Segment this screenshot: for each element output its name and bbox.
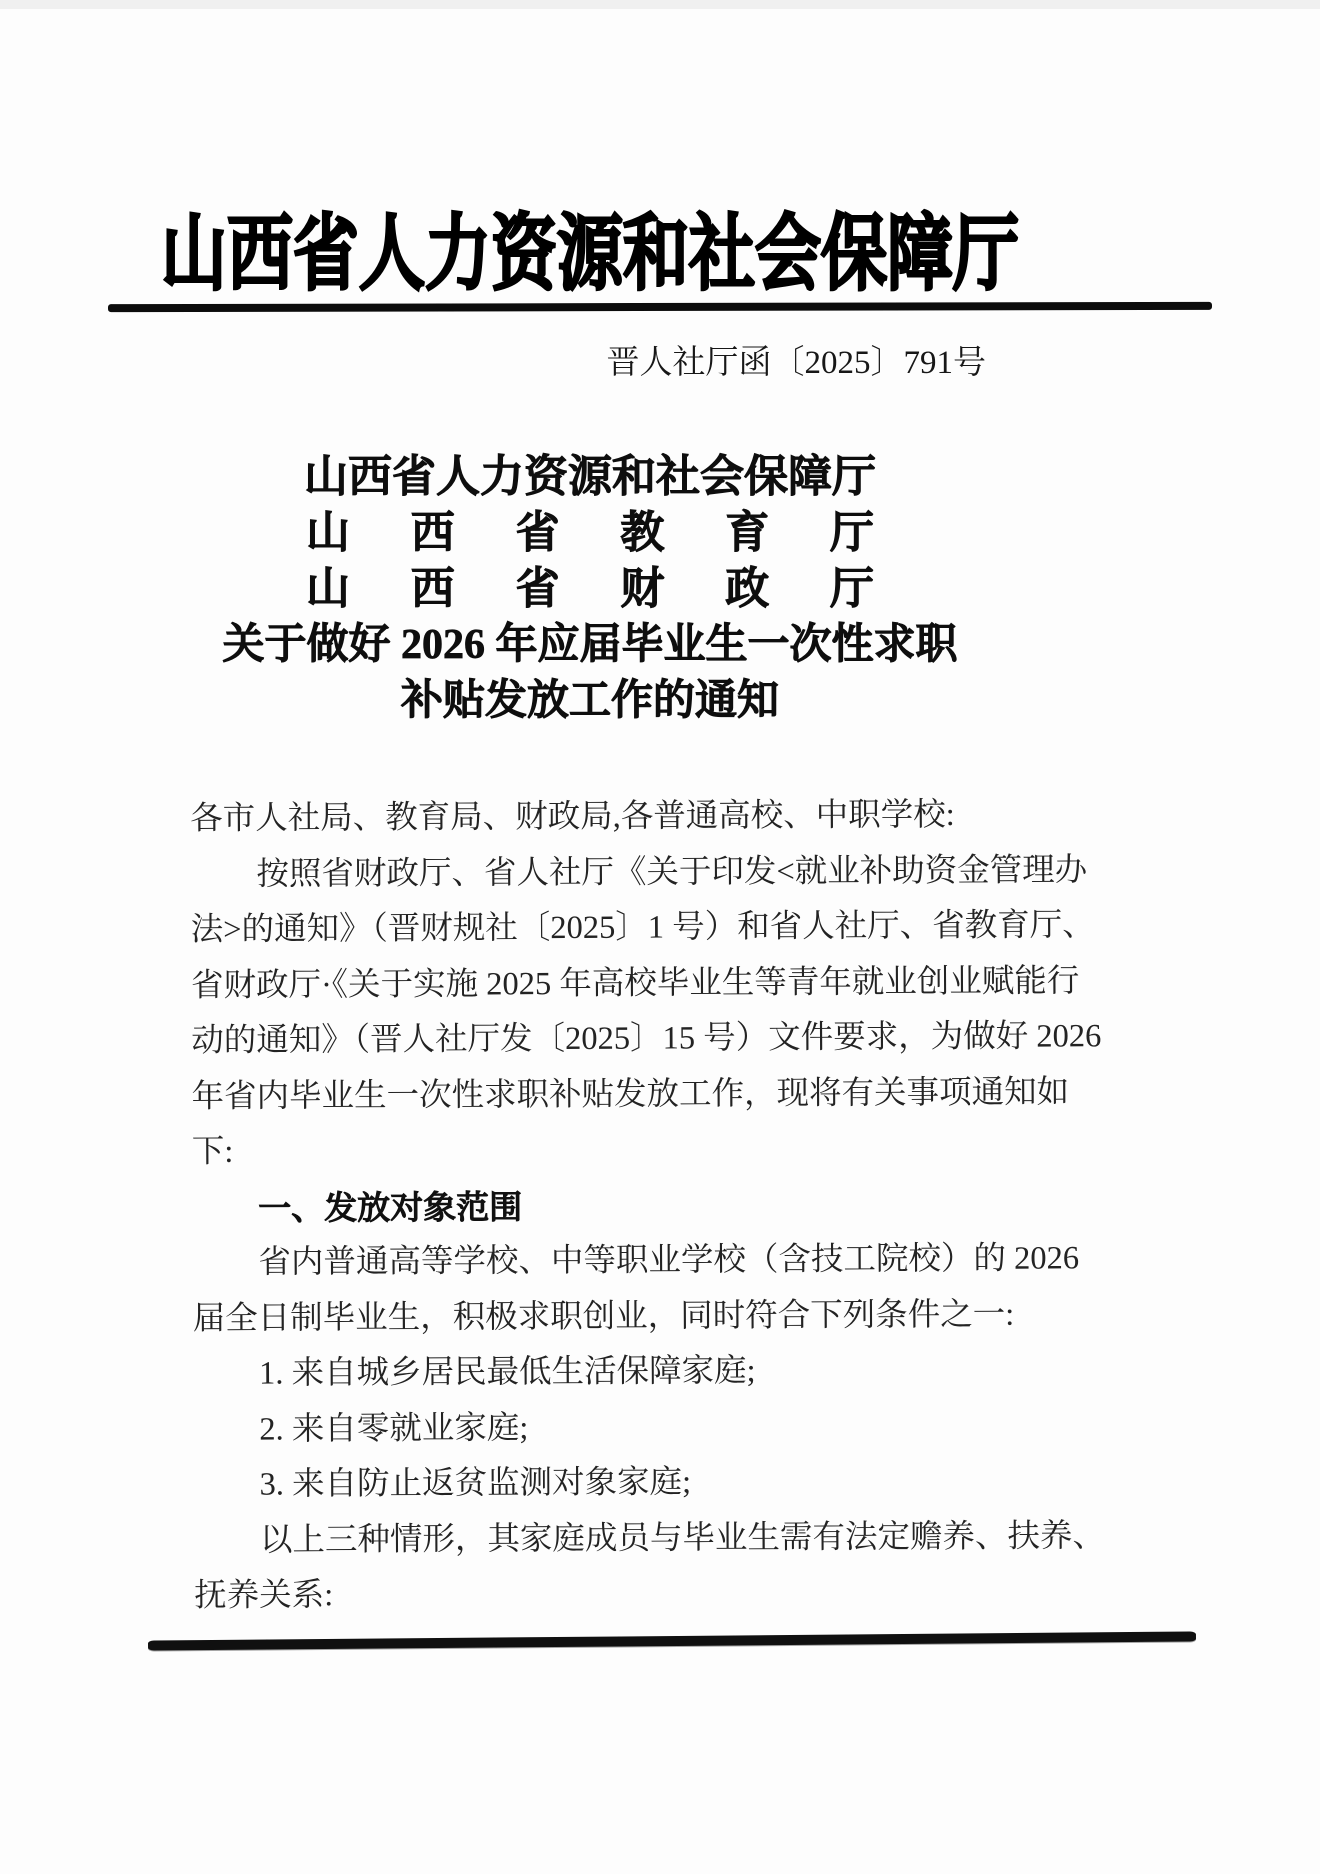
document-title-block: [20, 449, 1160, 729]
body-line: 动的通知》（晋人社厅发〔2025〕15 号）文件要求，为做好 2026: [191, 1018, 1102, 1059]
body-line: 年省内毕业生一次性求职补贴发放工作，现将有关事项通知如: [191, 1073, 1070, 1115]
body-line: 届全日制毕业生，积极求职创业，同时符合下列条件之一:: [192, 1296, 1015, 1337]
letterhead-rule: [108, 302, 1212, 312]
body-line: 以上三种情形，其家庭成员与毕业生需有法定赡养、扶养、: [259, 1517, 1106, 1559]
letterhead-org-name: 山西省人力资源和社会保障厅: [161, 208, 1019, 301]
letter-body: [190, 788, 1106, 1625]
scan-top-edge: [0, 0, 1320, 9]
body-line: 抚养关系:: [194, 1577, 334, 1614]
body-line: 省内普通高等学校、中等职业学校（含技工院校）的 2026: [258, 1240, 1080, 1281]
body-line: 省财政厅·《关于实施 2025 年高校毕业生等青年就业创业赋能行: [190, 962, 1080, 1004]
body-line: 按照省财政厅、省人社厅《关于印发<就业补助资金管理办: [256, 851, 1088, 893]
body-line: 下:: [191, 1133, 234, 1170]
body-line: 法>的通知》（晋财规社〔2025〕1 号）和省人社厅、省教育厅、: [190, 907, 1095, 948]
title-line-subject-2: 补贴发放工作的通知: [400, 678, 779, 724]
title-line-education: 山 西 省 教 育 厅: [306, 508, 874, 557]
title-line-finance: 山 西 省 财 政 厅: [306, 564, 874, 613]
document-number: 晋人社厅函〔2025〕791号: [606, 345, 986, 381]
title-line-subject-1: 关于做好 2026 年应届毕业生一次性求职: [222, 622, 958, 668]
list-item: 3. 来自防止返贫监测对象家庭;: [259, 1464, 692, 1503]
scan-bottom-bar: [148, 1631, 1196, 1650]
list-item: 2. 来自零就业家庭;: [259, 1409, 529, 1448]
salutation: 各市人社局、教育局、财政局,各普通高校、中职学校:: [190, 796, 955, 837]
list-item: 1. 来自城乡居民最低生活保障家庭;: [258, 1353, 756, 1392]
title-line-hrss: 山西省人力资源和社会保障厅: [304, 452, 876, 501]
section-heading-1: 一、发放对象范围: [258, 1187, 523, 1227]
